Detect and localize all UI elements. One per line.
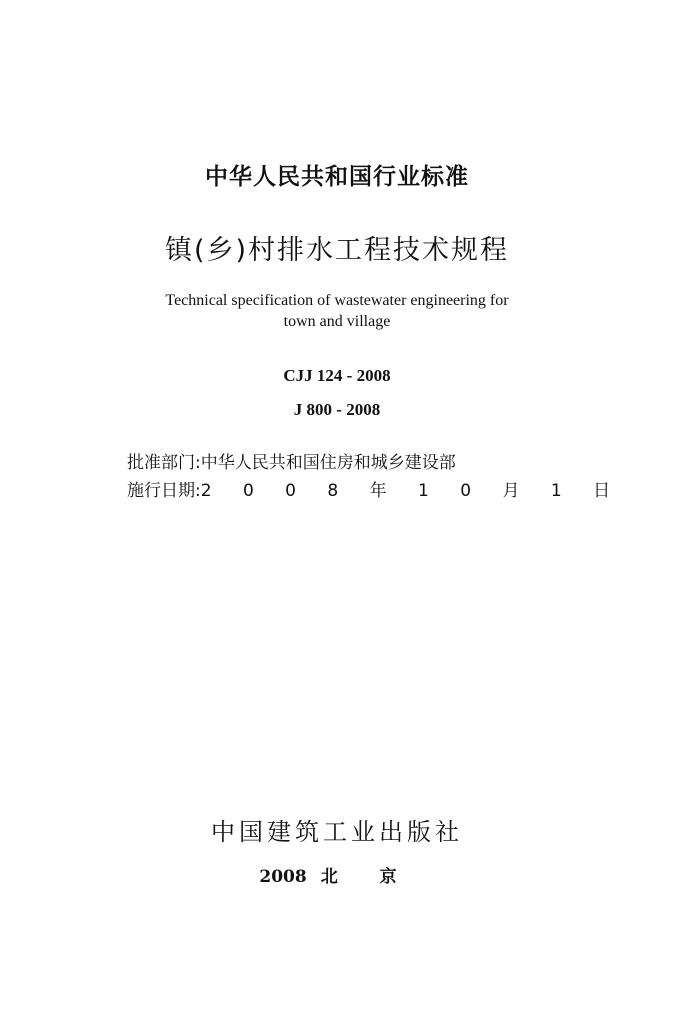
publisher-name: 中国建筑工业出版社 — [211, 818, 463, 846]
publication-info — [0, 862, 674, 887]
title-en-line-2: town and village — [283, 313, 391, 330]
effective-date-label: 施行日期: — [127, 481, 201, 501]
standard-type-heading: 中华人民共和国行业标准 — [205, 164, 469, 190]
document-title-en — [0, 290, 674, 332]
publication-year: 2008 — [259, 867, 307, 887]
document-title-cn: 镇(乡)村排水工程技术规程 — [164, 235, 510, 266]
effective-date-value: 2 0 0 8 年 1 0 月 1 日 — [200, 481, 624, 501]
standard-code-j: J 800 - 2008 — [293, 400, 381, 419]
approval-label: 批准部门: — [127, 453, 201, 473]
effective-date-row — [127, 476, 623, 501]
standard-code-cjj: CJJ 124 - 2008 — [283, 366, 391, 385]
publication-city: 北 京 — [320, 867, 415, 887]
approval-row — [127, 448, 456, 473]
approval-value: 中华人民共和国住房和城乡建设部 — [200, 453, 456, 473]
title-en-line-1: Technical specification of wastewater engineering for — [165, 292, 509, 309]
